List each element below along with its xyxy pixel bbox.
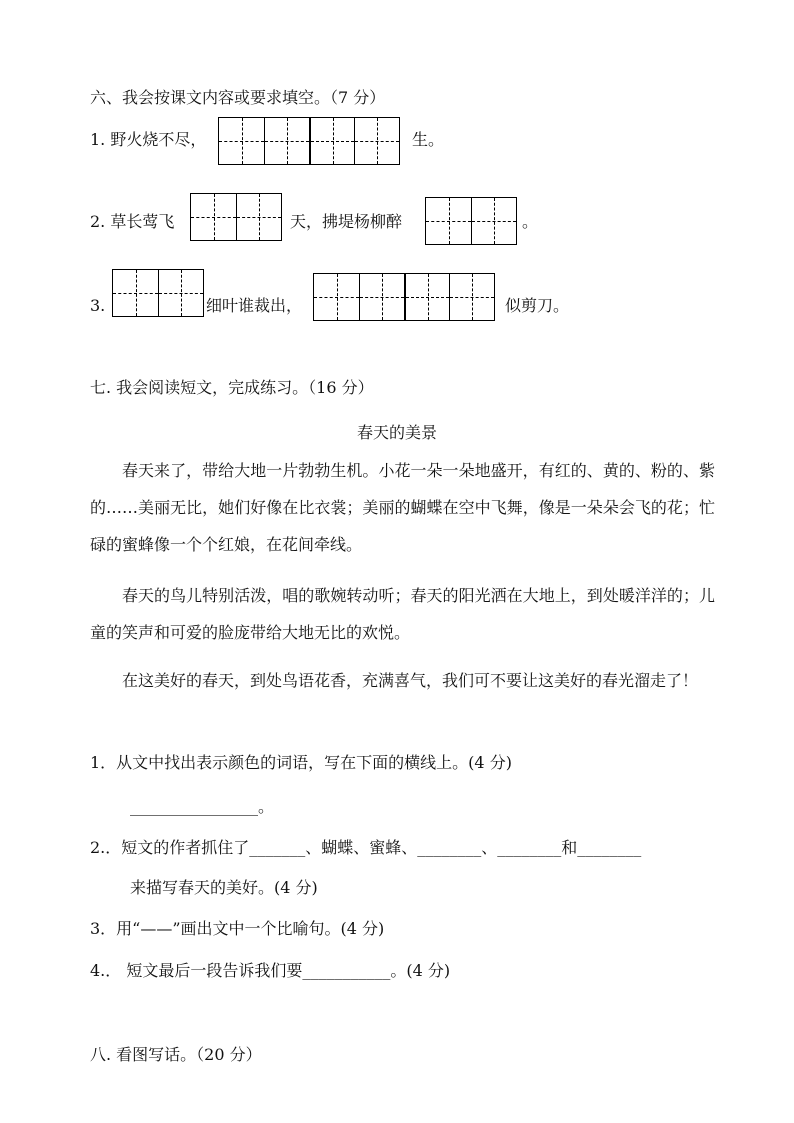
poem-q1-answer-grid[interactable] — [218, 117, 400, 165]
answer-cell[interactable] — [471, 198, 516, 244]
answer-cell[interactable] — [236, 194, 281, 240]
reading-q4: 4.． 短文最后一段告诉我们要___________。(4 分) — [90, 961, 451, 980]
reading-q2-continuation: 来描写春天的美好。(4 分) — [130, 878, 318, 897]
poem-q3-answer-grid-1[interactable] — [112, 269, 204, 317]
passage-paragraph: 春天来了，带给大地一片勃勃生机。小花一朵一朵地盛开，有红的、黄的、粉的、紫的……美丽无比，她们好像在比衣裳；美丽的蝴蝶在空中飞舞，像是一朵朵会飞的花；忙碌的蜜蜂像一个个红娘，在花间牵线。 — [90, 461, 715, 554]
poem-q1-suffix: 生。 — [412, 130, 445, 149]
answer-cell[interactable] — [158, 270, 203, 316]
poem-q2-suffix: 。 — [522, 212, 539, 231]
reading-q1: 1．从文中找出表示颜色的词语，写在下面的横线上。(4 分) — [90, 753, 512, 772]
section7-heading: 七. 我会阅读短文，完成练习。（16 分） — [90, 378, 374, 397]
poem-q2-middle: 天，拂堤杨柳醉 — [290, 212, 403, 231]
reading-q3: 3．用“——”画出文中一个比喻句。(4 分) — [90, 919, 385, 938]
answer-cell[interactable] — [449, 274, 494, 320]
answer-cell[interactable] — [404, 274, 449, 320]
reading-q2: 2.．短文的作者抓住了_______、蝴蝶、蜜蜂、________、________和________ — [90, 838, 642, 857]
poem-q2-prefix: 2. 草长莺飞 — [90, 212, 175, 231]
answer-cell[interactable] — [354, 118, 399, 164]
poem-q2-answer-grid-2[interactable] — [425, 197, 517, 245]
poem-q3-middle: 细叶谁裁出， — [206, 296, 303, 315]
poem-q1-prefix: 1. 野火烧不尽， — [90, 130, 207, 149]
answer-cell[interactable] — [314, 274, 359, 320]
passage-title: 春天的美景 — [356, 423, 437, 442]
poem-q3-suffix: 似剪刀。 — [505, 296, 570, 315]
answer-cell[interactable] — [191, 194, 236, 240]
answer-cell[interactable] — [264, 118, 309, 164]
reading-q1-answer-blank[interactable]: ________________。 — [130, 797, 275, 816]
answer-cell[interactable] — [426, 198, 471, 244]
answer-cell[interactable] — [113, 270, 158, 316]
answer-cell[interactable] — [359, 274, 404, 320]
poem-q2-answer-grid-1[interactable] — [190, 193, 282, 241]
passage-paragraph: 在这美好的春天，到处鸟语花香，充满喜气，我们可不要让这美好的春光溜走了！ — [122, 671, 699, 690]
poem-q3-answer-grid-2[interactable] — [313, 273, 495, 321]
passage-paragraph: 春天的鸟儿特别活泼，唱的歌婉转动听；春天的阳光洒在大地上，到处暖洋洋的；儿童的笑声和可爱的脸庞带给大地无比的欢悦。 — [90, 586, 715, 642]
answer-cell[interactable] — [219, 118, 264, 164]
poem-q3-prefix: 3. — [90, 296, 106, 315]
answer-cell[interactable] — [309, 118, 354, 164]
section6-heading: 六、我会按课文内容或要求填空。（7 分） — [90, 88, 386, 107]
section8-heading: 八. 看图写话。（20 分） — [90, 1045, 262, 1064]
